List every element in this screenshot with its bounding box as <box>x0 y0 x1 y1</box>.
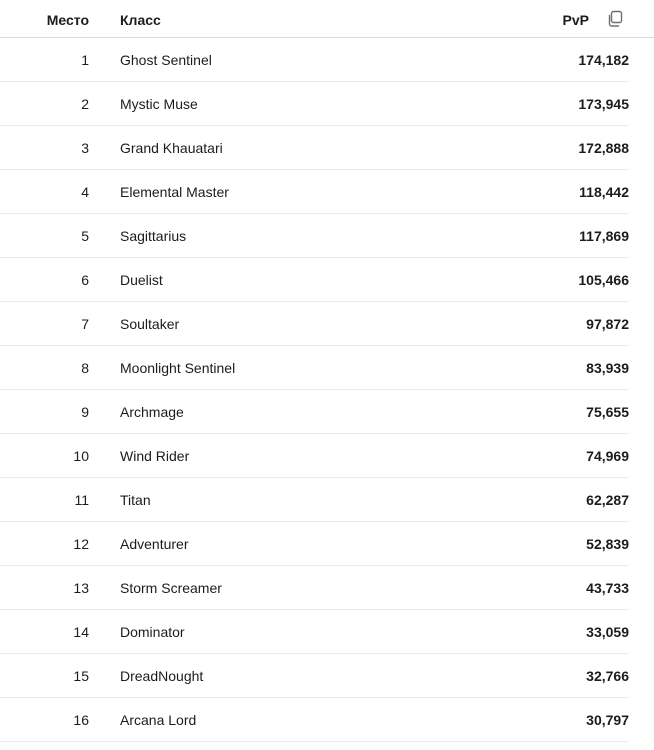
column-header-class[interactable]: Класс <box>120 12 161 28</box>
pvp-cell: 33,059 <box>586 624 629 640</box>
table-row <box>0 522 629 566</box>
pvp-cell: 172,888 <box>578 140 629 156</box>
table-row <box>0 610 629 654</box>
pvp-cell: 105,466 <box>578 272 629 288</box>
pvp-cell: 83,939 <box>586 360 629 376</box>
table-row <box>0 346 629 390</box>
table-row <box>0 38 629 82</box>
pvp-cell: 62,287 <box>586 492 629 508</box>
rank-cell: 5 <box>81 228 89 244</box>
pvp-cell: 117,869 <box>579 228 629 244</box>
rank-cell: 9 <box>81 404 89 420</box>
class-cell: Dominator <box>120 624 185 640</box>
pvp-cell: 74,969 <box>586 448 629 464</box>
table-row <box>0 654 629 698</box>
pvp-cell: 75,655 <box>586 404 629 420</box>
table-row <box>0 258 629 302</box>
class-cell: Elemental Master <box>120 184 229 200</box>
rank-cell: 10 <box>73 448 89 464</box>
class-cell: Ghost Sentinel <box>120 52 212 68</box>
class-cell: Duelist <box>120 272 163 288</box>
copy-icon[interactable] <box>606 10 624 28</box>
rank-cell: 7 <box>81 316 89 332</box>
table-row <box>0 214 629 258</box>
table-row <box>0 566 629 610</box>
class-cell: Sagittarius <box>120 228 187 244</box>
pvp-cell: 173,945 <box>578 96 629 112</box>
column-header-rank[interactable]: Место <box>46 12 89 28</box>
column-header-pvp[interactable]: PvP <box>562 12 589 28</box>
table-row <box>0 698 629 742</box>
class-cell: Arcana Lord <box>120 712 197 728</box>
pvp-cell: 118,442 <box>579 184 629 200</box>
table-row <box>0 478 629 522</box>
class-cell: Mystic Muse <box>120 96 198 112</box>
class-cell: Grand Khauatari <box>120 140 223 156</box>
table-body <box>0 38 654 742</box>
class-cell: Soultaker <box>120 316 180 332</box>
rank-cell: 1 <box>81 52 89 68</box>
class-cell: Titan <box>120 492 151 508</box>
rank-cell: 11 <box>74 492 89 508</box>
table-row <box>0 170 629 214</box>
rank-cell: 15 <box>73 668 89 684</box>
rank-cell: 16 <box>73 712 89 728</box>
rank-cell: 8 <box>81 360 89 376</box>
class-cell: Wind Rider <box>120 448 190 464</box>
rank-cell: 4 <box>81 184 89 200</box>
table-row <box>0 126 629 170</box>
rank-cell: 14 <box>73 624 89 640</box>
pvp-cell: 43,733 <box>586 580 629 596</box>
table-row <box>0 82 629 126</box>
rank-cell: 6 <box>81 272 89 288</box>
rank-cell: 3 <box>81 140 89 156</box>
class-cell: DreadNought <box>120 668 204 684</box>
pvp-cell: 32,766 <box>586 668 629 684</box>
copy-icon-graphic <box>606 10 624 28</box>
table-row <box>0 434 629 478</box>
pvp-cell: 30,797 <box>586 712 629 728</box>
rank-cell: 2 <box>81 96 89 112</box>
class-cell: Adventurer <box>120 536 189 552</box>
class-cell: Moonlight Sentinel <box>120 360 236 376</box>
rank-cell: 13 <box>73 580 89 596</box>
table-row <box>0 302 629 346</box>
pvp-cell: 174,182 <box>578 52 629 68</box>
class-cell: Archmage <box>120 404 184 420</box>
table-header <box>0 0 654 38</box>
table-row <box>0 390 629 434</box>
rank-cell: 12 <box>73 536 89 552</box>
pvp-cell: 52,839 <box>586 536 629 552</box>
class-cell: Storm Screamer <box>120 580 222 596</box>
pvp-cell: 97,872 <box>586 316 629 332</box>
